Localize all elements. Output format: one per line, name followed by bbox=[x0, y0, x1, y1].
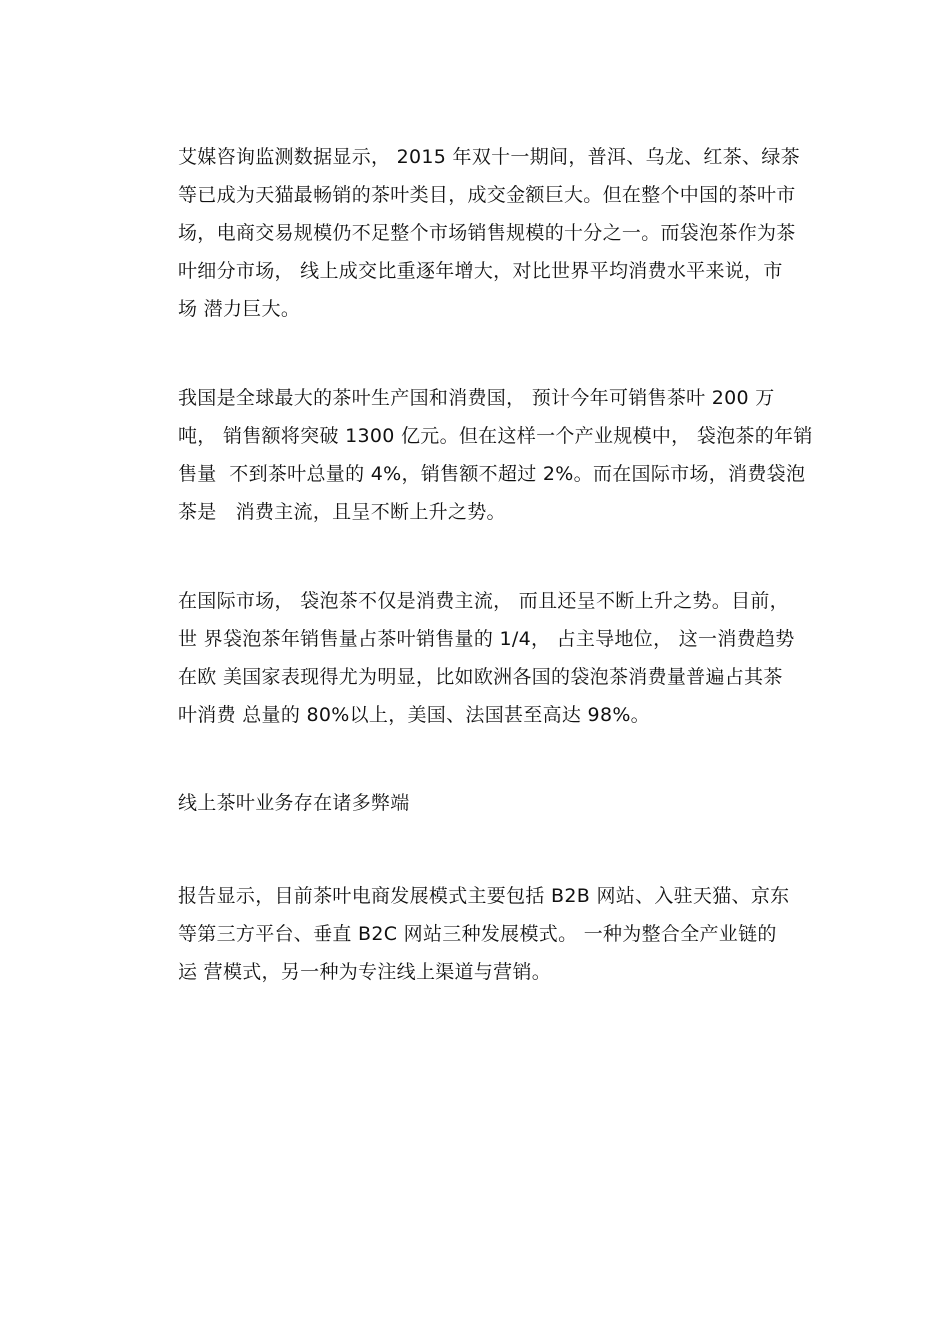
paragraph-1 bbox=[178, 138, 848, 328]
paragraph-line: 茶是 消费主流，且呈不断上升之势。 bbox=[178, 501, 506, 523]
paragraph-line: 等第三方平台、垂直 B2C 网站三种发展模式。 一种为整合全产业链的 bbox=[178, 923, 777, 945]
paragraph-line: 报告显示，目前茶叶电商发展模式主要包括 B2B 网站、入驻天猫、京东 bbox=[178, 885, 790, 907]
paragraph-line: 售量 不到茶叶总量的 4%，销售额不超过 2%。而在国际市场，消费袋泡 bbox=[178, 463, 806, 485]
paragraph-line: 等已成为天猫最畅销的茶叶类目，成交金额巨大。但在整个中国的茶叶市 bbox=[178, 184, 796, 206]
paragraph-3 bbox=[178, 582, 848, 734]
section-heading bbox=[178, 784, 848, 822]
paragraph-5 bbox=[178, 877, 848, 991]
paragraph-line: 场，电商交易规模仍不足整个市场销售规模的十分之一。而袋泡茶作为茶 bbox=[178, 222, 796, 244]
heading-line: 线上茶叶业务存在诸多弊端 bbox=[178, 792, 410, 814]
paragraph-line: 场 潜力巨大。 bbox=[178, 298, 301, 320]
paragraph-line: 叶细分市场， 线上成交比重逐年增大，对比世界平均消费水平来说，市 bbox=[178, 260, 783, 282]
paragraph-line: 吨， 销售额将突破 1300 亿元。但在这样一个产业规模中， 袋泡茶的年销 bbox=[178, 425, 813, 447]
paragraph-line: 在国际市场， 袋泡茶不仅是消费主流， 而且还呈不断上升之势。目前， bbox=[178, 590, 789, 612]
paragraph-line: 在欧 美国家表现得尤为明显，比如欧洲各国的袋泡茶消费量普遍占其茶 bbox=[178, 666, 783, 688]
paragraph-line: 我国是全球最大的茶叶生产国和消费国， 预计今年可销售茶叶 200 万 bbox=[178, 387, 775, 409]
paragraph-2 bbox=[178, 379, 848, 531]
paragraph-line: 运 营模式，另一种为专注线上渠道与营销。 bbox=[178, 961, 552, 983]
paragraph-line: 世 界袋泡茶年销售量占茶叶销售量的 1/4， 占主导地位， 这一消费趋势 bbox=[178, 628, 795, 650]
paragraph-line: 艾媒咨询监测数据显示， 2015 年双十一期间，普洱、乌龙、红茶、绿茶 bbox=[178, 146, 800, 168]
paragraph-line: 叶消费 总量的 80%以上，美国、法国甚至高达 98%。 bbox=[178, 704, 650, 726]
